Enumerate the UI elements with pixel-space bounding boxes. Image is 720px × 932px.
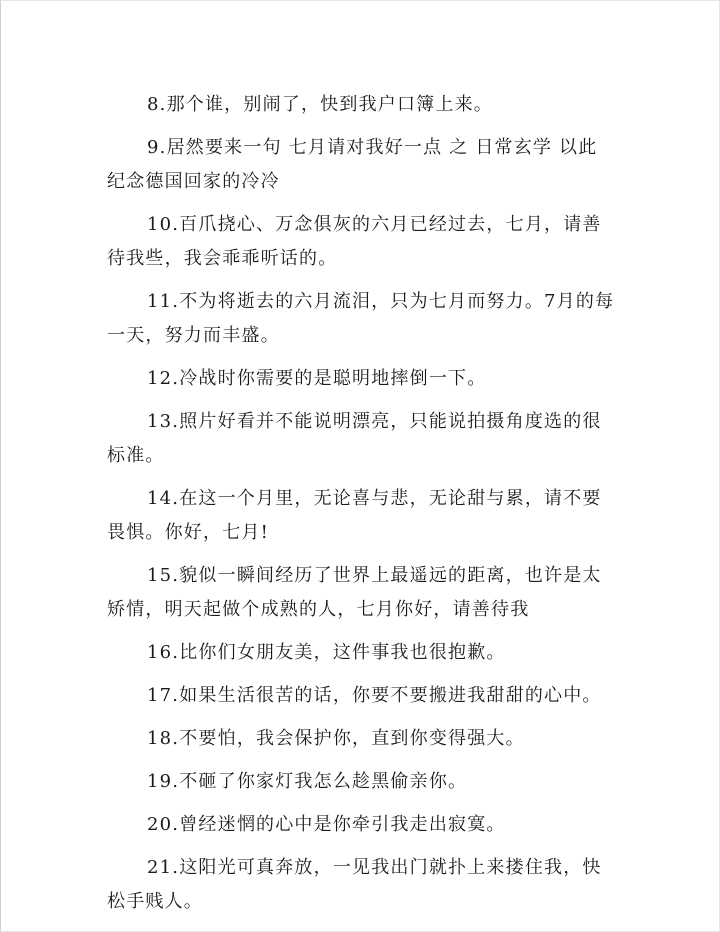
list-item: 19.不砸了你家灯我怎么趁黑偷亲你。 <box>147 771 468 792</box>
list-item: 17.如果生活很苦的话，你要不要搬进我甜甜的心中。 <box>147 685 602 706</box>
list-item: 12.冷战时你需要的是聪明地摔倒一下。 <box>147 368 487 389</box>
list-item: 14.在这一个月里，无论喜与悲，无论甜与累，请不要畏惧。你好，七月! <box>107 488 602 543</box>
list-item: 13.照片好看并不能说明漂亮，只能说拍摄角度选的很标准。 <box>107 411 602 466</box>
list-item: 16.比你们女朋友美，这件事我也很抱歉。 <box>147 642 506 663</box>
list-item: 21.这阳光可真奔放，一见我出门就扑上来搂住我，快松手贱人。 <box>107 857 602 912</box>
document-body <box>107 88 615 928</box>
list-item: 18.不要怕，我会保护你，直到你变得强大。 <box>147 728 525 749</box>
list-item: 8.那个谁，别闹了，快到我户口簿上来。 <box>147 94 493 115</box>
list-item: 11.不为将逝去的六月流泪，只为七月而努力。7月的每一天，努力而丰盛。 <box>107 291 615 346</box>
list-item: 15.貌似一瞬间经历了世界上最遥远的距离，也许是太矫情，明天起做个成熟的人，七月你好，请善待我 <box>107 565 602 620</box>
list-item: 10.百爪挠心、万念俱灰的六月已经过去，七月，请善待我些，我会乖乖听话的。 <box>107 214 602 269</box>
list-item: 20.曾经迷惘的心中是你牵引我走出寂寞。 <box>147 814 506 835</box>
list-item: 9.居然要来一句 七月请对我好一点 之 日常玄学 以此纪念德国回家的冷冷 <box>107 137 598 192</box>
